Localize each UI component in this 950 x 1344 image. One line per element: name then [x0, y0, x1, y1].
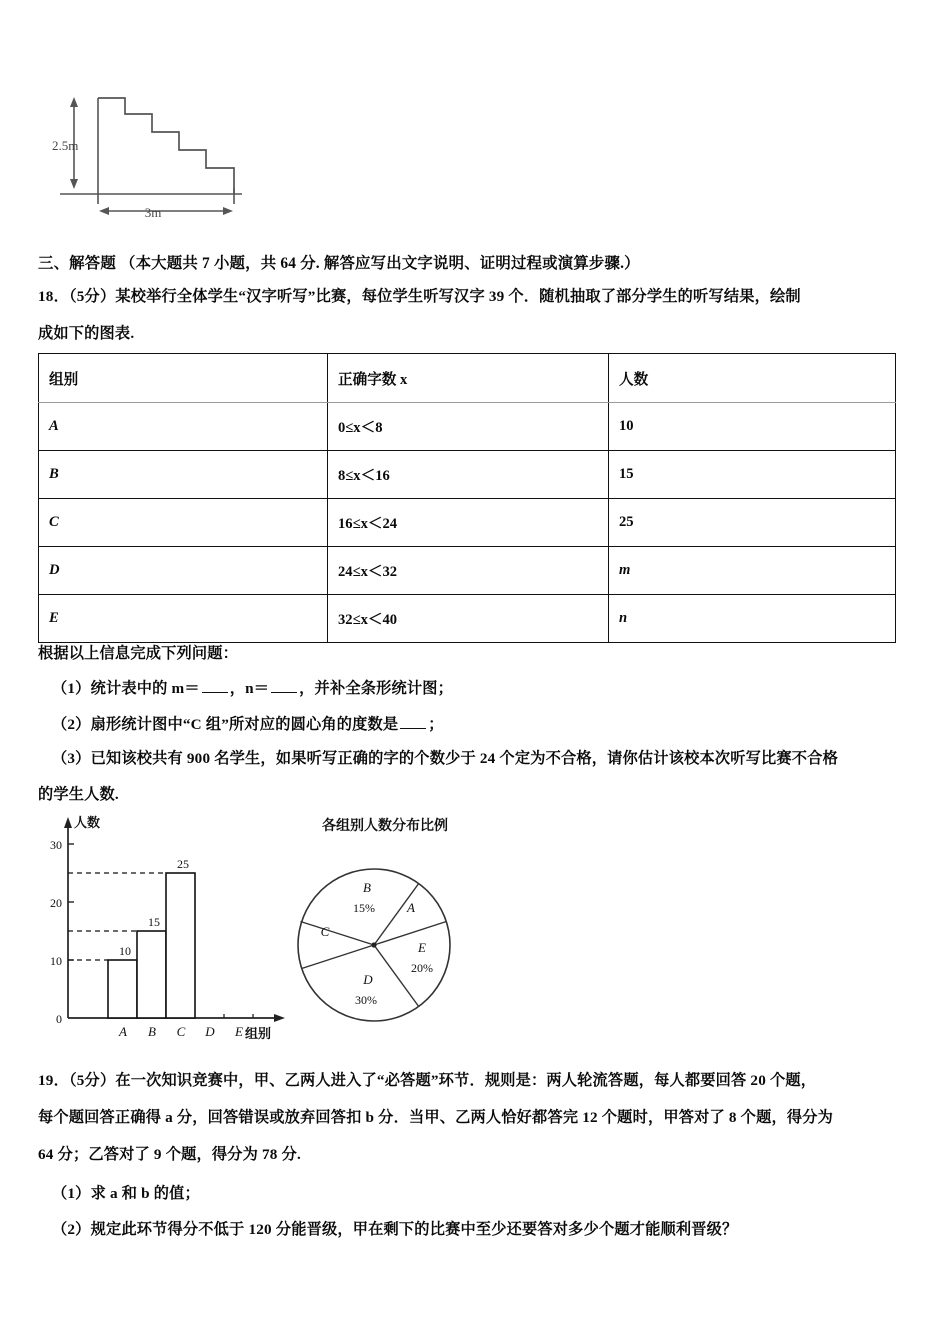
cell-count: 25 — [609, 499, 896, 547]
q18-sub2-part-a: （2）扇形统计图中“C 组”所对应的圆心角的度数是 — [52, 716, 399, 733]
staircase-figure — [52, 92, 302, 232]
q18-sub3-line2: 的学生人数. — [38, 786, 119, 803]
bar-chart-xlabel: 组别 — [245, 1026, 272, 1041]
q19-stem-line2: 每个题回答正确得 a 分，回答错误或放弃回答扣 b 分．当甲、乙两人恰好都答完 12 个题时，甲答对了 8 个题，得分为 — [38, 1109, 834, 1126]
bar-chart — [50, 815, 285, 1041]
answer-blank-n[interactable] — [271, 679, 297, 693]
pie-label-D: D — [363, 972, 373, 987]
bar-A — [108, 960, 137, 1018]
bar-xtick-A: A — [119, 1024, 127, 1039]
cell-group: A — [39, 403, 328, 451]
bar-ytick-0: 0 — [56, 1012, 62, 1026]
table-header-count: 人数 — [609, 354, 896, 403]
table-row — [39, 547, 896, 595]
q19-stem-line3: 64 分；乙答对了 9 个题，得分为 78 分. — [38, 1146, 301, 1163]
cell-range: 24≤x＜32 — [328, 547, 609, 595]
q18-prompt: 根据以上信息完成下列问题： — [38, 645, 239, 662]
bar-chart-ylabel: 人数 — [74, 815, 101, 830]
bar-B — [137, 931, 166, 1018]
pie-label-A: A — [407, 900, 415, 915]
pie-label-B: B — [363, 880, 371, 895]
table-row — [39, 403, 896, 451]
table-header-range: 正确字数 x — [328, 354, 609, 403]
answer-blank-angle[interactable] — [400, 715, 426, 729]
pie-chart — [298, 817, 450, 1021]
q18-sub2 — [52, 715, 444, 734]
bar-ytick-10: 10 — [50, 954, 62, 968]
q18-sub1-part-c: ，并补全条形统计图； — [299, 680, 454, 697]
cell-count: 10 — [609, 403, 896, 451]
bar-label-B: 15 — [148, 915, 160, 929]
table-header-row — [39, 354, 896, 403]
q18-sub3-line1: （3）已知该校共有 900 名学生，如果听写正确的字的个数少于 24 个定为不合格，请你估计该校本次听写比赛不合格 — [52, 750, 838, 767]
pie-percent-E: 20% — [411, 961, 433, 975]
cell-group: D — [39, 547, 328, 595]
q18-stem-line2: 成如下的图表. — [38, 325, 135, 342]
stair-width-label: 3m — [144, 205, 162, 220]
bar-label-C: 25 — [177, 857, 189, 871]
staircase-svg — [52, 92, 302, 232]
cell-group: C — [39, 499, 328, 547]
q18-sub2-part-b: ； — [428, 716, 444, 733]
cell-count: n — [609, 595, 896, 643]
pie-chart-title: 各组别人数分布比例 — [322, 819, 448, 834]
pie-label-C: C — [320, 924, 330, 939]
q19-sub2: （2）规定此环节得分不低于 120 分能晋级，甲在剩下的比赛中至少还要答对多少个题才能顺利晋级？ — [52, 1221, 738, 1238]
statistics-figures — [40, 812, 510, 1052]
q18-sub1 — [52, 679, 453, 698]
table-row — [39, 451, 896, 499]
bar-ytick-30: 30 — [50, 838, 62, 852]
q19-sub1: （1）求 a 和 b 的值； — [52, 1185, 200, 1202]
bar-xtick-C: C — [176, 1024, 186, 1039]
cell-count: m — [609, 547, 896, 595]
bar-ytick-20: 20 — [50, 896, 62, 910]
cell-group: E — [39, 595, 328, 643]
pie-percent-D: 30% — [355, 993, 377, 1007]
table-row — [39, 499, 896, 547]
section-heading: 三、解答题 （本大题共 7 小题，共 64 分. 解答应写出文字说明、证明过程或演算步骤.） — [38, 255, 640, 272]
cell-group: B — [39, 451, 328, 499]
table-header-group: 组别 — [39, 354, 328, 403]
cell-range: 32≤x＜40 — [328, 595, 609, 643]
bar-xtick-D: D — [205, 1024, 215, 1039]
cell-count: 15 — [609, 451, 896, 499]
stair-height-label: 2.5m — [52, 138, 79, 153]
q19-stem-line1: 19．（5分）在一次知识竞赛中，甲、乙两人进入了“必答题”环节．规则是：两人轮流答题，每人都要回答 20 个题， — [38, 1072, 817, 1089]
charts-svg — [40, 812, 510, 1052]
pie-center-dot — [371, 942, 376, 947]
bar-xtick-B: B — [148, 1024, 156, 1039]
cell-range: 16≤x＜24 — [328, 499, 609, 547]
bar-C — [166, 873, 195, 1018]
cell-range: 0≤x＜8 — [328, 403, 609, 451]
pie-percent-B: 15% — [353, 901, 375, 915]
pie-label-E: E — [418, 940, 426, 955]
cell-range: 8≤x＜16 — [328, 451, 609, 499]
q18-stem-line1: 18．（5分）某校举行全体学生“汉字听写”比赛，每位学生听写汉字 39 个．随机抽取了部分学生的听写结果，绘制 — [38, 288, 801, 305]
answer-blank-m[interactable] — [202, 679, 228, 693]
frequency-table — [38, 353, 896, 643]
bar-xtick-E: E — [235, 1024, 243, 1039]
table-row — [39, 595, 896, 643]
q18-sub1-part-b: ，n＝ — [229, 680, 270, 697]
bar-label-A: 10 — [119, 944, 131, 958]
q18-sub1-part-a: （1）统计表中的 m＝ — [52, 680, 200, 697]
